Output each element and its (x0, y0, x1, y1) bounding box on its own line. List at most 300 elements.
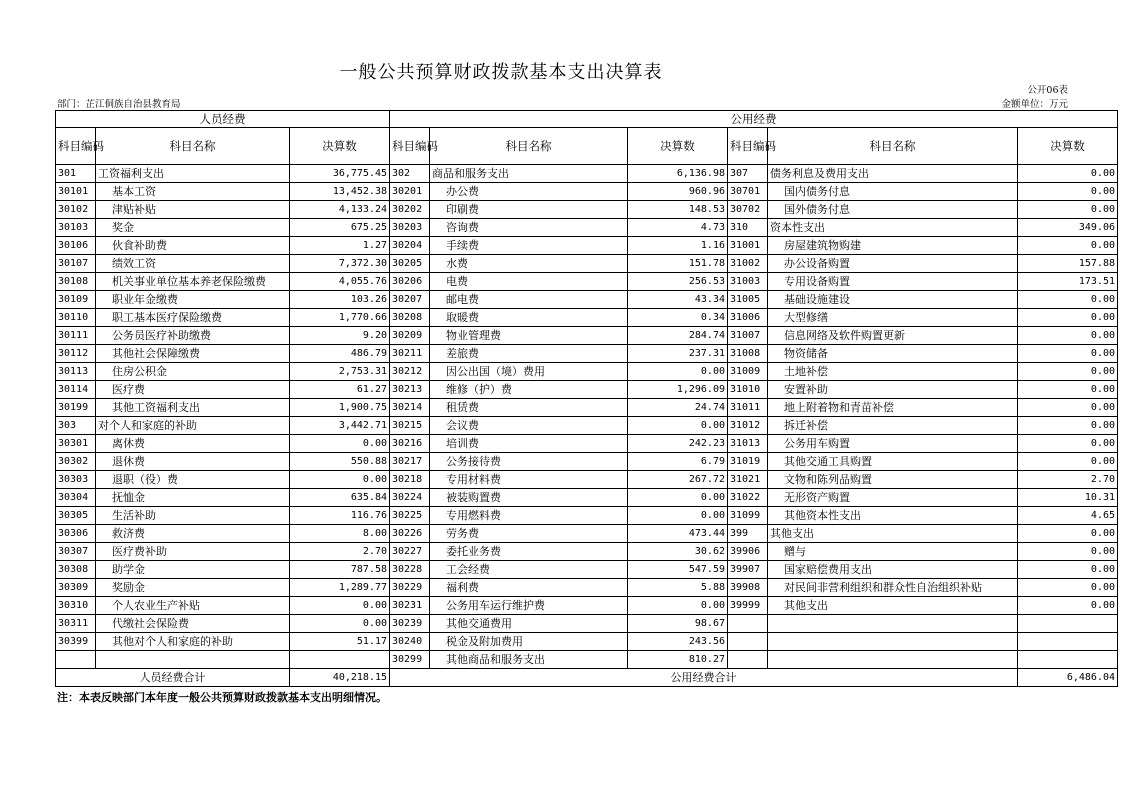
public-code-cell: 31011 (728, 399, 768, 417)
public-name-cell (430, 327, 628, 345)
public-amount-cell: 0.00 (628, 417, 728, 435)
personnel-name-cell (96, 201, 290, 219)
personnel-name-cell-text: 退休费 (112, 454, 145, 468)
personnel-code-cell: 30102 (56, 201, 96, 219)
public-amount-cell (1018, 633, 1118, 651)
public-code-cell: 30217 (390, 453, 430, 471)
public-code-cell: 31002 (728, 255, 768, 273)
personnel-code-cell: 30304 (56, 489, 96, 507)
personnel-amount-cell: 1.27 (290, 237, 390, 255)
public-name-cell-text: 其他支出 (784, 598, 828, 612)
public-name-cell-text: 差旅费 (446, 346, 479, 360)
personnel-code-cell: 30106 (56, 237, 96, 255)
header-amount: 决算数 (290, 128, 390, 165)
public-name-cell-text: 赠与 (784, 544, 806, 558)
public-name-cell (768, 615, 1018, 633)
public-name-cell-text: 取暖费 (446, 310, 479, 324)
public-name-cell-text: 基础设施建设 (784, 292, 850, 306)
public-code-cell: 30299 (390, 651, 430, 669)
public-code-cell: 30213 (390, 381, 430, 399)
public-amount-cell: 0.00 (1018, 237, 1118, 255)
public-name-cell-text: 专用燃料费 (446, 508, 501, 522)
personnel-code-cell: 30108 (56, 273, 96, 291)
public-name-cell-text: 福利费 (446, 580, 479, 594)
public-code-cell: 30208 (390, 309, 430, 327)
personnel-name-cell (96, 525, 290, 543)
personnel-code-cell: 30107 (56, 255, 96, 273)
personnel-code-cell: 30305 (56, 507, 96, 525)
public-name-cell (768, 255, 1018, 273)
totals-row (56, 669, 1118, 687)
personnel-amount-cell: 0.00 (290, 471, 390, 489)
public-name-cell-text: 咨询费 (446, 220, 479, 234)
public-name-cell-text: 工会经费 (446, 562, 490, 576)
public-name-cell-text: 其他资本性支出 (784, 508, 861, 522)
public-name-cell (768, 579, 1018, 597)
public-amount-cell: 0.00 (1018, 165, 1118, 183)
public-code-cell: 30209 (390, 327, 430, 345)
public-amount-cell: 157.88 (1018, 255, 1118, 273)
public-total-value: 6,486.04 (1018, 669, 1118, 687)
personnel-code-cell: 30112 (56, 345, 96, 363)
public-name-cell-text: 物业管理费 (446, 328, 501, 342)
public-name-cell (768, 363, 1018, 381)
public-name-cell-text: 拆迁补偿 (784, 418, 828, 432)
public-name-cell (768, 309, 1018, 327)
public-code-cell: 302 (390, 165, 430, 183)
table-row (56, 327, 1118, 345)
public-code-cell: 31007 (728, 327, 768, 345)
public-name-cell-text: 对民间非营利组织和群众性自治组织补贴 (784, 580, 982, 594)
public-code-cell: 30231 (390, 597, 430, 615)
public-name-cell-text: 文物和陈列品购置 (784, 472, 872, 486)
public-amount-cell: 0.00 (1018, 543, 1118, 561)
personnel-amount-cell (290, 651, 390, 669)
public-code-cell: 30240 (390, 633, 430, 651)
personnel-name-cell-text: 职业年金缴费 (112, 292, 178, 306)
personnel-amount-cell: 3,442.71 (290, 417, 390, 435)
public-name-cell (768, 633, 1018, 651)
personnel-name-cell-text: 医疗费补助 (112, 544, 167, 558)
personnel-name-cell: 对个人和家庭的补助 (96, 417, 290, 435)
public-name-cell-text: 专用设备购置 (784, 274, 850, 288)
personnel-name-cell (96, 633, 290, 651)
public-name-cell (768, 561, 1018, 579)
personnel-name-cell-text: 机关事业单位基本养老保险缴费 (112, 274, 266, 288)
personnel-amount-cell: 61.27 (290, 381, 390, 399)
public-name-cell-text: 因公出国（境）费用 (446, 364, 545, 378)
public-name-cell (768, 345, 1018, 363)
table-row (56, 183, 1118, 201)
personnel-code-cell: 30309 (56, 579, 96, 597)
public-name-cell-text: 培训费 (446, 436, 479, 450)
public-name-cell-text: 国外债务付息 (784, 202, 850, 216)
public-amount-cell: 547.59 (628, 561, 728, 579)
public-total-label: 公用经费合计 (390, 669, 1018, 687)
personnel-name-cell (96, 597, 290, 615)
personnel-code-cell (56, 651, 96, 669)
public-amount-cell: 0.00 (1018, 291, 1118, 309)
header-code: 科目编码 (56, 128, 96, 165)
column-header-row (56, 128, 1118, 165)
personnel-name-cell (96, 309, 290, 327)
public-amount-cell: 473.44 (628, 525, 728, 543)
personnel-name-cell (96, 327, 290, 345)
public-code-cell (728, 651, 768, 669)
personnel-amount-cell: 2.70 (290, 543, 390, 561)
public-name-cell (430, 237, 628, 255)
public-name-cell-text: 信息网络及软件购置更新 (784, 328, 905, 342)
public-name-cell-text: 其他商品和服务支出 (446, 652, 545, 666)
public-amount-cell: 6.79 (628, 453, 728, 471)
public-name-cell-text: 公务用车购置 (784, 436, 850, 450)
public-code-cell: 30227 (390, 543, 430, 561)
public-name-cell (768, 453, 1018, 471)
public-amount-cell: 0.00 (1018, 201, 1118, 219)
public-code-cell: 31001 (728, 237, 768, 255)
public-code-cell: 30202 (390, 201, 430, 219)
public-code-cell: 31021 (728, 471, 768, 489)
personnel-code-cell: 30302 (56, 453, 96, 471)
public-code-cell: 30203 (390, 219, 430, 237)
public-name-cell-text: 地上附着物和青苗补偿 (784, 400, 894, 414)
public-code-cell (728, 633, 768, 651)
public-name-cell (430, 507, 628, 525)
personnel-name-cell (96, 561, 290, 579)
public-amount-cell: 0.00 (1018, 345, 1118, 363)
public-name-cell (430, 219, 628, 237)
public-amount-cell (1018, 651, 1118, 669)
public-name-cell-text: 电费 (446, 274, 468, 288)
public-name-cell (430, 543, 628, 561)
public-code-cell: 30701 (728, 183, 768, 201)
public-name-cell (768, 291, 1018, 309)
public-amount-cell: 0.00 (1018, 183, 1118, 201)
personnel-name-cell (96, 219, 290, 237)
personnel-code-cell: 30114 (56, 381, 96, 399)
public-name-cell-text: 被装购置费 (446, 490, 501, 504)
table-row (56, 309, 1118, 327)
public-code-cell: 31012 (728, 417, 768, 435)
public-name-cell-text: 会议费 (446, 418, 479, 432)
public-name-cell (768, 399, 1018, 417)
personnel-code-cell: 30307 (56, 543, 96, 561)
public-amount-cell: 0.00 (1018, 453, 1118, 471)
public-name-cell-text: 邮电费 (446, 292, 479, 306)
personnel-amount-cell: 1,770.66 (290, 309, 390, 327)
personnel-code-cell: 30109 (56, 291, 96, 309)
public-name-cell (768, 417, 1018, 435)
personnel-name-cell: 工资福利支出 (96, 165, 290, 183)
public-name-cell (768, 507, 1018, 525)
personnel-amount-cell: 486.79 (290, 345, 390, 363)
public-name-cell-text: 国家赔偿费用支出 (784, 562, 872, 576)
header-amount: 决算数 (628, 128, 728, 165)
table-row (56, 543, 1118, 561)
public-name-cell-text: 维修（护）费 (446, 382, 512, 396)
public-name-cell (768, 201, 1018, 219)
personnel-name-cell-text: 奖金 (112, 220, 134, 234)
personnel-amount-cell: 1,289.77 (290, 579, 390, 597)
table-row (56, 345, 1118, 363)
personnel-name-cell-text: 其他对个人和家庭的补助 (112, 634, 233, 648)
public-name-cell (768, 237, 1018, 255)
personnel-code-cell: 30113 (56, 363, 96, 381)
header-code: 科目编码 (728, 128, 768, 165)
public-amount-cell: 267.72 (628, 471, 728, 489)
personnel-name-cell-text: 个人农业生产补贴 (112, 598, 200, 612)
personnel-amount-cell: 7,372.30 (290, 255, 390, 273)
section-public: 公用经费 (390, 111, 1118, 128)
personnel-total-value: 40,218.15 (290, 669, 390, 687)
public-amount-cell: 1,296.09 (628, 381, 728, 399)
personnel-name-cell-text: 代缴社会保险费 (112, 616, 189, 630)
public-name-cell (430, 309, 628, 327)
personnel-name-cell-text: 离休费 (112, 436, 145, 450)
public-name-cell (430, 615, 628, 633)
public-name-cell (430, 273, 628, 291)
personnel-name-cell (96, 381, 290, 399)
public-code-cell: 30702 (728, 201, 768, 219)
public-amount-cell: 6,136.98 (628, 165, 728, 183)
personnel-amount-cell: 8.00 (290, 525, 390, 543)
personnel-code-cell: 30199 (56, 399, 96, 417)
public-name-cell (430, 453, 628, 471)
public-name-cell (768, 471, 1018, 489)
public-code-cell: 30239 (390, 615, 430, 633)
public-code-cell (728, 615, 768, 633)
personnel-amount-cell: 13,452.38 (290, 183, 390, 201)
personnel-name-cell (96, 651, 290, 669)
public-name-cell-text: 税金及附加费用 (446, 634, 523, 648)
public-name-cell: 商品和服务支出 (430, 165, 628, 183)
public-name-cell (430, 651, 628, 669)
public-name-cell (430, 363, 628, 381)
public-amount-cell: 243.56 (628, 633, 728, 651)
public-code-cell: 30229 (390, 579, 430, 597)
personnel-code-cell: 30399 (56, 633, 96, 651)
public-amount-cell: 0.00 (1018, 561, 1118, 579)
section-header-row (56, 111, 1118, 128)
table-row (56, 381, 1118, 399)
public-code-cell: 31006 (728, 309, 768, 327)
section-personnel: 人员经费 (56, 111, 390, 128)
public-amount-cell: 2.70 (1018, 471, 1118, 489)
public-name-cell (768, 273, 1018, 291)
table-row (56, 471, 1118, 489)
personnel-code-cell: 30306 (56, 525, 96, 543)
personnel-amount-cell: 4,055.76 (290, 273, 390, 291)
table-row (56, 597, 1118, 615)
personnel-code-cell: 30308 (56, 561, 96, 579)
table-row (56, 165, 1118, 183)
public-name-cell-text: 安置补助 (784, 382, 828, 396)
public-name-cell-text: 委托业务费 (446, 544, 501, 558)
personnel-name-cell-text: 其他社会保障缴费 (112, 346, 200, 360)
public-amount-cell: 148.53 (628, 201, 728, 219)
public-name-cell-text: 房屋建筑物购建 (784, 238, 861, 252)
public-amount-cell: 151.78 (628, 255, 728, 273)
public-name-cell (768, 489, 1018, 507)
public-amount-cell: 0.00 (628, 363, 728, 381)
personnel-name-cell-text: 救济费 (112, 526, 145, 540)
public-name-cell (430, 381, 628, 399)
public-amount-cell: 1.16 (628, 237, 728, 255)
personnel-name-cell (96, 471, 290, 489)
public-code-cell: 39908 (728, 579, 768, 597)
personnel-name-cell-text: 生活补助 (112, 508, 156, 522)
public-name-cell-text: 土地补偿 (784, 364, 828, 378)
personnel-code-cell: 303 (56, 417, 96, 435)
personnel-name-cell-text: 基本工资 (112, 184, 156, 198)
personnel-name-cell (96, 237, 290, 255)
personnel-total-label: 人员经费合计 (56, 669, 290, 687)
personnel-name-cell-text: 医疗费 (112, 382, 145, 396)
personnel-name-cell-text: 伙食补助费 (112, 238, 167, 252)
public-amount-cell (1018, 615, 1118, 633)
public-code-cell: 30214 (390, 399, 430, 417)
personnel-name-cell (96, 399, 290, 417)
table-row (56, 237, 1118, 255)
public-name-cell (768, 183, 1018, 201)
header-code: 科目编码 (390, 128, 430, 165)
public-name-cell (768, 381, 1018, 399)
public-name-cell: 其他支出 (768, 525, 1018, 543)
personnel-amount-cell: 635.84 (290, 489, 390, 507)
personnel-name-cell-text: 津贴补贴 (112, 202, 156, 216)
personnel-code-cell: 30101 (56, 183, 96, 201)
table-row (56, 651, 1118, 669)
public-code-cell: 31099 (728, 507, 768, 525)
public-amount-cell: 30.62 (628, 543, 728, 561)
table-row (56, 579, 1118, 597)
personnel-amount-cell: 675.25 (290, 219, 390, 237)
public-name-cell (430, 579, 628, 597)
public-amount-cell: 284.74 (628, 327, 728, 345)
public-name-cell (430, 471, 628, 489)
personnel-code-cell: 30310 (56, 597, 96, 615)
public-name-cell-text: 大型修缮 (784, 310, 828, 324)
public-code-cell: 31009 (728, 363, 768, 381)
public-amount-cell: 0.00 (1018, 525, 1118, 543)
public-amount-cell: 10.31 (1018, 489, 1118, 507)
table-row (56, 417, 1118, 435)
public-amount-cell: 0.00 (1018, 435, 1118, 453)
public-amount-cell: 0.00 (1018, 327, 1118, 345)
personnel-name-cell-text: 奖励金 (112, 580, 145, 594)
public-code-cell: 30211 (390, 345, 430, 363)
personnel-name-cell (96, 435, 290, 453)
personnel-amount-cell: 2,753.31 (290, 363, 390, 381)
public-code-cell: 30204 (390, 237, 430, 255)
personnel-name-cell (96, 255, 290, 273)
personnel-name-cell-text: 抚恤金 (112, 490, 145, 504)
public-amount-cell: 4.73 (628, 219, 728, 237)
table-row (56, 633, 1118, 651)
personnel-name-cell (96, 489, 290, 507)
public-code-cell: 30205 (390, 255, 430, 273)
public-name-cell-text: 其他交通工具购置 (784, 454, 872, 468)
public-name-cell (768, 435, 1018, 453)
department-label: 部门：芷江侗族自治县教育局 (57, 99, 181, 110)
public-name-cell-text: 公务用车运行维护费 (446, 598, 545, 612)
public-name-cell (430, 417, 628, 435)
public-name-cell-text: 办公费 (446, 184, 479, 198)
personnel-amount-cell: 36,775.45 (290, 165, 390, 183)
public-name-cell (430, 633, 628, 651)
public-code-cell: 31013 (728, 435, 768, 453)
public-code-cell: 399 (728, 525, 768, 543)
public-code-cell: 30224 (390, 489, 430, 507)
public-name-cell-text: 专用材料费 (446, 472, 501, 486)
table-row (56, 201, 1118, 219)
public-amount-cell: 43.34 (628, 291, 728, 309)
table-row (56, 489, 1118, 507)
personnel-code-cell: 30111 (56, 327, 96, 345)
public-amount-cell: 0.00 (628, 489, 728, 507)
personnel-name-cell (96, 453, 290, 471)
public-code-cell: 31019 (728, 453, 768, 471)
public-amount-cell: 98.67 (628, 615, 728, 633)
public-code-cell: 30215 (390, 417, 430, 435)
personnel-name-cell-text: 助学金 (112, 562, 145, 576)
public-name-cell (430, 525, 628, 543)
public-amount-cell: 349.06 (1018, 219, 1118, 237)
report-title: 一般公共预算财政拨款基本支出决算表 (339, 62, 663, 83)
table-row (56, 255, 1118, 273)
public-name-cell (430, 255, 628, 273)
table-row (56, 219, 1118, 237)
public-name-cell-text: 劳务费 (446, 526, 479, 540)
public-amount-cell: 0.00 (1018, 579, 1118, 597)
public-code-cell: 31010 (728, 381, 768, 399)
personnel-amount-cell: 550.88 (290, 453, 390, 471)
expenditure-table (55, 110, 1118, 687)
public-name-cell (768, 327, 1018, 345)
personnel-name-cell-text: 职工基本医疗保险缴费 (112, 310, 222, 324)
table-row (56, 273, 1118, 291)
public-name-cell (430, 201, 628, 219)
public-code-cell: 307 (728, 165, 768, 183)
public-name-cell-text: 公务接待费 (446, 454, 501, 468)
public-amount-cell: 0.34 (628, 309, 728, 327)
personnel-amount-cell: 4,133.24 (290, 201, 390, 219)
personnel-name-cell (96, 291, 290, 309)
public-name-cell (768, 597, 1018, 615)
personnel-name-cell (96, 183, 290, 201)
personnel-name-cell-text: 退职（役）费 (112, 472, 178, 486)
public-name-cell (430, 597, 628, 615)
header-name: 科目名称 (768, 128, 1018, 165)
public-amount-cell: 0.00 (1018, 399, 1118, 417)
personnel-name-cell-text: 其他工资福利支出 (112, 400, 200, 414)
public-code-cell: 30201 (390, 183, 430, 201)
public-name-cell-text: 手续费 (446, 238, 479, 252)
personnel-name-cell (96, 273, 290, 291)
public-amount-cell: 5.88 (628, 579, 728, 597)
header-name: 科目名称 (96, 128, 290, 165)
table-row (56, 615, 1118, 633)
personnel-amount-cell: 116.76 (290, 507, 390, 525)
table-row (56, 363, 1118, 381)
table-row (56, 291, 1118, 309)
personnel-name-cell-text: 公务员医疗补助缴费 (112, 328, 211, 342)
public-amount-cell: 0.00 (628, 597, 728, 615)
public-code-cell: 30225 (390, 507, 430, 525)
table-row (56, 561, 1118, 579)
public-amount-cell: 4.65 (1018, 507, 1118, 525)
personnel-name-cell (96, 345, 290, 363)
